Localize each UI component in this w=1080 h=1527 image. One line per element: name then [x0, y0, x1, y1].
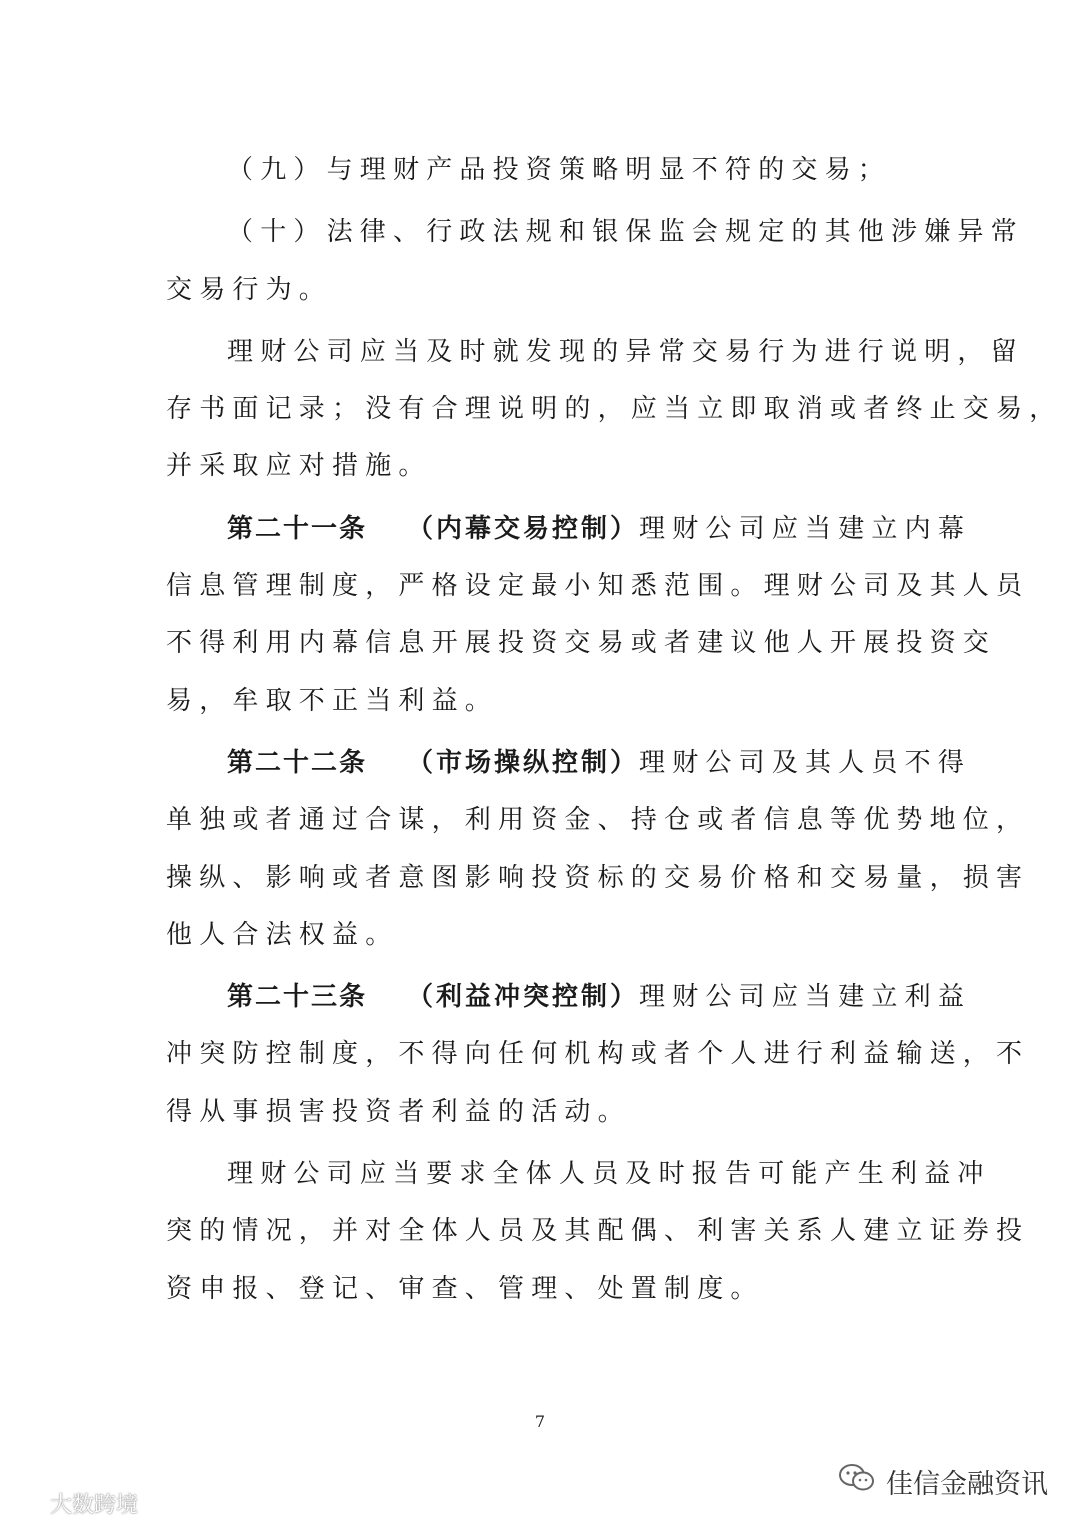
document-body: [166, 142, 1063, 1323]
text-line: 操纵、影响或者意图影响投资标的交易价格和交易量，损害: [166, 862, 1030, 893]
article-first-line: [166, 969, 972, 1026]
text-line: 信息管理制度，严格设定最小知悉范围。理财公司及其人员: [166, 571, 1030, 602]
text-line: 冲突防控制度，不得向任何机构或者个人进行利益输送，不: [166, 1039, 1030, 1070]
text-line: 单独或者通过合谋，利用资金、持仓或者信息等优势地位，: [166, 805, 1030, 836]
text-line: 交易行为。: [166, 274, 333, 305]
article-23: [166, 969, 1030, 1141]
watermark-right: [838, 1462, 1048, 1501]
text-line: 突的情况，并对全体人员及其配偶、利害关系人建立证券投: [166, 1216, 1030, 1247]
text-line: 他人合法权益。: [166, 919, 399, 950]
watermark-left-text: 大数跨境: [50, 1493, 139, 1518]
wechat-icon: [838, 1462, 876, 1501]
text-line: 存书面记录；没有合理说明的，应当立即取消或者终止交易，: [166, 394, 1063, 425]
article-title: （利益冲突控制）: [407, 982, 640, 1013]
text-line: 得从事损害投资者利益的活动。: [166, 1096, 631, 1127]
dashuo-logo-icon: [10, 1490, 44, 1518]
text-line: 理财公司应当及时就发现的异常交易行为进行说明，留: [227, 336, 1024, 367]
page-number: 7: [534, 1412, 546, 1431]
text-run: 理财公司及其人员不得: [639, 747, 972, 778]
text-line: 理财公司应当要求全体人员及时报告可能产生利益冲: [227, 1159, 991, 1190]
article-number: 第二十三条: [227, 982, 368, 1013]
text-line: 易，牟取不正当利益。: [166, 685, 499, 716]
paragraph-item-9: [166, 142, 918, 199]
article-22: [166, 735, 1030, 964]
article-21: [166, 501, 1030, 730]
article-title: （内幕交易控制）: [407, 513, 640, 544]
watermark-right-text: 佳信金融资讯: [886, 1469, 1048, 1500]
text-line: （九）与理财产品投资策略明显不符的交易；: [227, 155, 892, 185]
article-first-line: [166, 501, 972, 558]
text-line: 并采取应对措施。: [166, 451, 432, 482]
paragraph-abnormal-trade-explanation: [166, 324, 1063, 496]
text-run: 理财公司应当建立利益: [639, 982, 972, 1013]
article-number: 第二十一条: [227, 513, 368, 544]
article-title: （市场操纵控制）: [407, 747, 640, 778]
article-number: 第二十二条: [227, 747, 368, 778]
article-first-line: [166, 735, 972, 792]
text-line: （十）法律、行政法规和银保监会规定的其他涉嫌异常: [227, 217, 1024, 248]
paragraph-conflict-reporting: [166, 1146, 1030, 1318]
text-line: 不得利用内幕信息开展投资交易或者建议他人开展投资交: [166, 628, 997, 659]
paragraph-item-10: [166, 204, 1024, 319]
text-run: 理财公司应当建立内幕: [639, 513, 972, 544]
watermark-left: [10, 1488, 138, 1519]
text-line: 资申报、登记、审查、管理、处置制度。: [166, 1273, 764, 1304]
